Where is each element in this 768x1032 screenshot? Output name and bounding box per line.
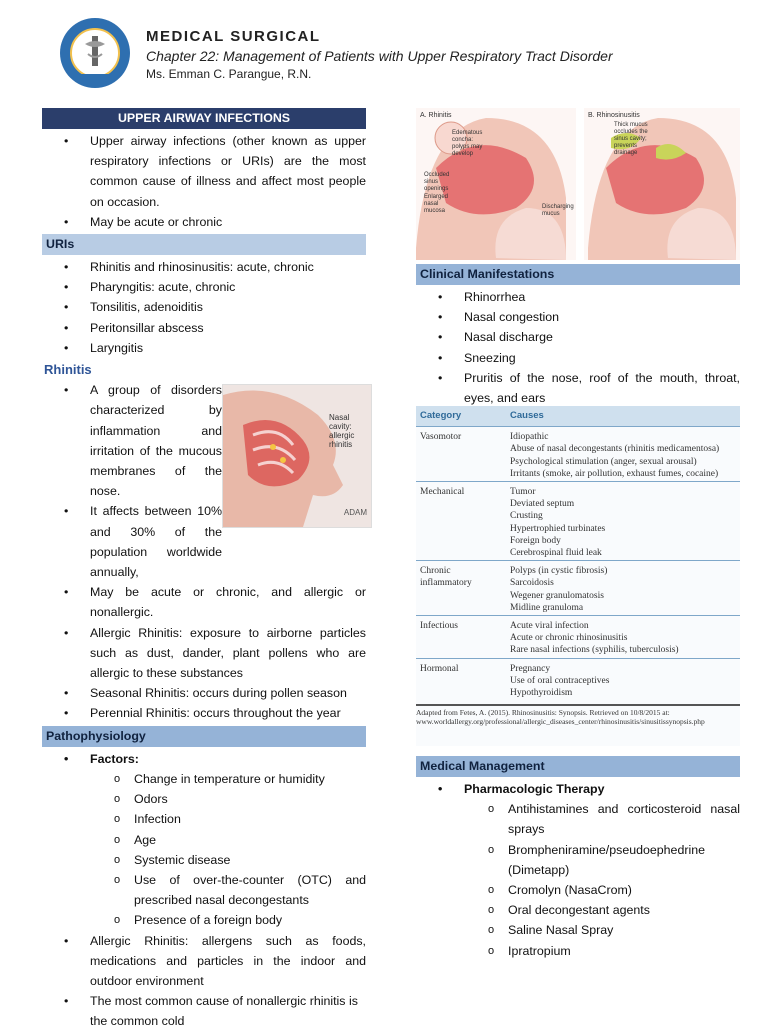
- list-item: • A group of disorders characterized by inflammation and irritation of the mucous membranes of the nose.: [42, 380, 222, 501]
- pharma-item: o Brompheniramine/pseudoephedrine (Dimetapp): [416, 840, 740, 880]
- table-row: [416, 482, 740, 561]
- figure-note: Thick mucus occludes the sinus cavity; prevents drainage: [614, 122, 648, 156]
- table-cell-causes: [506, 658, 740, 700]
- figure-note: Enlarged nasal mucosa: [424, 194, 449, 214]
- factor-item: o Infection: [42, 809, 366, 829]
- list-item: • Allergic Rhinitis: exposure to airborne particles such as dust, dander, plant pollens who are allergic to these substances: [42, 623, 366, 684]
- list-item: • Factors:: [42, 749, 366, 769]
- section-header-clinical: Clinical Manifestations: [416, 264, 740, 285]
- pharma-item: o Antihistamines and corticosteroid nasal sprays: [416, 799, 740, 839]
- section-header-upper-airway: UPPER AIRWAY INFECTIONS: [42, 108, 366, 129]
- pharma-item: o Cromolyn (NasaCrom): [416, 880, 740, 900]
- table-cell-category: Infectious: [416, 616, 506, 659]
- cause-item: Crusting: [510, 511, 543, 522]
- table-source: Adapted from Fetes, A. (2015). Rhinosinusitis: Synopsis. Retrieved on 10/8/2015 at: www.worldallergy.org/professional/allergic_diseases_center/rhinosinusitis/sinusitissynopsis.php: [416, 704, 740, 726]
- image-label: Nasal cavity: allergic rhinitis: [329, 413, 355, 450]
- rhinitis-heading: Rhinitis: [44, 362, 92, 378]
- list-item: • Seasonal Rhinitis: occurs during pollen season: [42, 683, 366, 703]
- cause-item: Use of oral contraceptives: [510, 675, 610, 686]
- table-row: [416, 658, 740, 700]
- cause-item: Wegener granulomatosis: [510, 590, 604, 601]
- list-item: • Rhinitis and rhinosinusitis: acute, chronic: [42, 257, 366, 277]
- list-item: • Laryngitis: [42, 338, 366, 358]
- table-row: [416, 561, 740, 616]
- causes-table: [416, 406, 740, 746]
- list-item: • The most common cause of nonallergic rhinitis is the common cold: [42, 991, 366, 1031]
- document-title: MEDICAL SURGICAL: [146, 28, 321, 45]
- rhinitis-more-list: [42, 582, 366, 723]
- section-header-medical: Medical Management: [416, 756, 740, 777]
- list-item: • May be acute or chronic: [42, 212, 366, 232]
- section-header-pathophysiology: Pathophysiology: [42, 726, 366, 747]
- cause-item: Acute or chronic rhinosinusitis: [510, 633, 628, 644]
- list-item: • Nasal discharge: [416, 327, 740, 347]
- table-cell-causes: [506, 561, 740, 616]
- factor-item: o Change in temperature or humidity: [42, 769, 366, 789]
- chapter-title: Chapter 22: Management of Patients with Upper Respiratory Tract Disorder: [146, 48, 613, 64]
- cause-item: Pregnancy: [510, 663, 551, 674]
- table-cell-causes: [506, 616, 740, 659]
- cause-item: Rare nasal infections (syphilis, tuberculosis): [510, 645, 679, 656]
- list-item: • Pruritis of the nose, roof of the mouth, throat, eyes, and ears: [416, 368, 740, 408]
- list-item: • It affects between 10% and 30% of the population worldwide annually,: [42, 501, 222, 582]
- factor-item: o Age: [42, 830, 366, 850]
- intro-list: [42, 131, 366, 232]
- medical-management: [416, 756, 740, 961]
- table-row: [416, 616, 740, 659]
- pharma-item: o Oral decongestant agents: [416, 900, 740, 920]
- pathophysiology-list: [42, 749, 366, 1032]
- right-column: [416, 264, 740, 408]
- cause-item: Sarcoidosis: [510, 578, 554, 589]
- pharma-item: o Saline Nasal Spray: [416, 920, 740, 940]
- cause-item: Abuse of nasal decongestants (rhinitis medicamentosa): [510, 444, 720, 455]
- rhinitis-figure: [416, 108, 740, 260]
- section-header-uris: URIs: [42, 234, 366, 255]
- table-cell-category: Hormonal: [416, 658, 506, 700]
- table-cell-category: Chronic inflammatory: [416, 561, 506, 616]
- table-cell-causes: [506, 482, 740, 561]
- university-logo: [58, 16, 132, 90]
- author-name: Ms. Emman C. Parangue, R.N.: [146, 67, 312, 81]
- rhinitis-block: [42, 380, 366, 582]
- table-header: Category: [416, 406, 506, 427]
- table-cell-category: Mechanical: [416, 482, 506, 561]
- list-item: • Upper airway infections (other known as upper respiratory infections or URIs) are the most common cause of illness and affect most people on occasion.: [42, 131, 366, 212]
- cause-item: Psychological stimulation (anger, sexual arousal): [510, 456, 697, 467]
- figure-b-label: B. Rhinosinusitis: [588, 112, 640, 119]
- cause-item: Acute viral infection: [510, 621, 589, 632]
- pharma-list: [416, 779, 740, 961]
- cause-item: Hypothyroidism: [510, 688, 573, 699]
- factor-item: o Systemic disease: [42, 850, 366, 870]
- list-item: • Sneezing: [416, 348, 740, 368]
- cause-item: Midline granuloma: [510, 602, 584, 613]
- cause-item: Foreign body: [510, 535, 561, 546]
- factor-item: o Presence of a foreign body: [42, 910, 366, 930]
- factor-item: o Use of over-the-counter (OTC) and prescribed nasal decongestants: [42, 870, 366, 910]
- cause-item: Tumor: [510, 487, 536, 498]
- list-item: • Pharmacologic Therapy: [416, 779, 740, 799]
- list-item: • Tonsilitis, adenoiditis: [42, 297, 366, 317]
- list-item: • Peritonsillar abscess: [42, 318, 366, 338]
- list-item: • Nasal congestion: [416, 307, 740, 327]
- cause-item: Deviated septum: [510, 499, 575, 510]
- table-header: Causes: [506, 406, 740, 427]
- figure-note: Occluded sinus openings: [424, 172, 450, 192]
- nasal-cavity-image: [222, 384, 372, 528]
- cause-item: Idiopathic: [510, 432, 549, 443]
- list-item: • Pharyngitis: acute, chronic: [42, 277, 366, 297]
- cause-item: Polyps (in cystic fibrosis): [510, 566, 608, 577]
- list-item: • Rhinorrhea: [416, 287, 740, 307]
- pharma-item: o Ipratropium: [416, 941, 740, 961]
- uris-list: [42, 257, 366, 358]
- cause-item: Irritants (smoke, air pollution, exhaust fumes, cocaine): [510, 468, 719, 479]
- left-column: [42, 108, 366, 1032]
- table-cell-causes: [506, 427, 740, 482]
- image-credit: ADAM: [343, 508, 367, 518]
- table-row: [416, 427, 740, 482]
- figure-note: Discharging mucus: [542, 204, 574, 217]
- list-item: • May be acute or chronic, and allergic or nonallergic.: [42, 582, 366, 622]
- factor-item: o Odors: [42, 789, 366, 809]
- cause-item: Cerebrospinal fluid leak: [510, 548, 602, 559]
- cause-item: Hypertrophied turbinates: [510, 523, 606, 534]
- figure-a-label: A. Rhinitis: [420, 112, 452, 119]
- clinical-list: [416, 287, 740, 408]
- list-item: • Allergic Rhinitis: allergens such as foods, medications and particles in the indoor and outdoor environment: [42, 931, 366, 992]
- table-cell-category: Vasomotor: [416, 427, 506, 482]
- list-item: • Perennial Rhinitis: occurs throughout the year: [42, 703, 366, 723]
- figure-note: Edematous concha: polyps may develop: [452, 130, 483, 157]
